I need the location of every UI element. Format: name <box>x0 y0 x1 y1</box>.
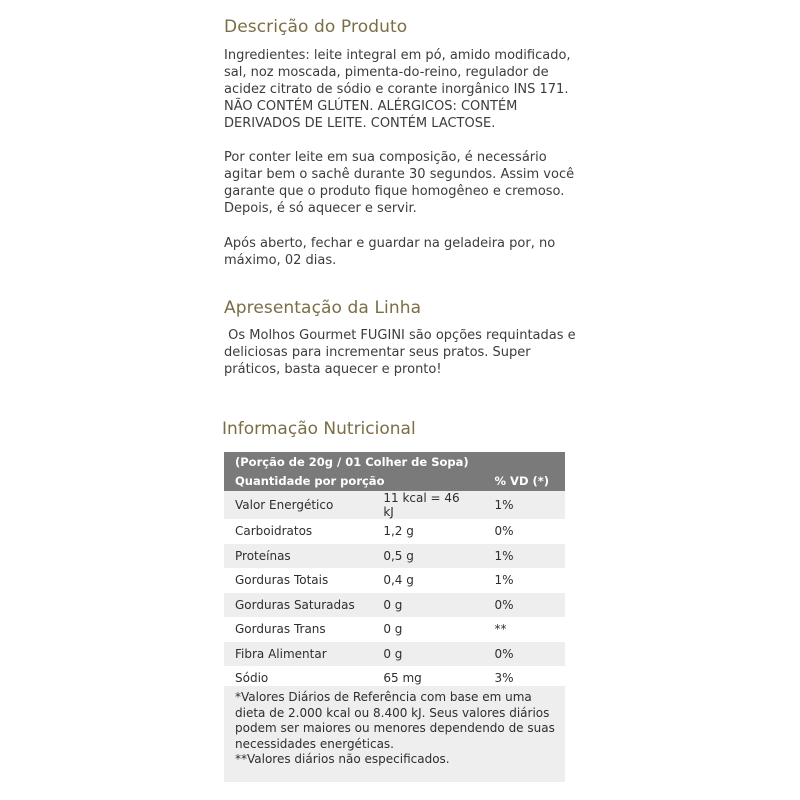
nutrient-amount: 11 kcal = 46 kJ <box>383 491 460 519</box>
nutrient-amount: 0 g <box>383 622 403 637</box>
nutrient-name: Gorduras Trans <box>235 622 326 637</box>
storage-text: Após aberto, fechar e guardar na geladeira por, no máximo, 02 dias. <box>224 236 556 268</box>
table-row <box>224 491 565 519</box>
instructions-text: Por conter leite em sua composição, é necessário agitar bem o sachê durante 30 segundos. Assim você garante que o produto fique homogêneo e cremoso. Depois, é só aquecer e servir. <box>224 150 575 216</box>
nutrient-name: Gorduras Saturadas <box>235 597 355 612</box>
nutrient-vd: 1% <box>494 573 514 588</box>
footnote-unspecified: **Valores diários não especificados. <box>235 752 450 766</box>
nutrient-amount: 1,2 g <box>383 524 414 539</box>
nutrient-vd: 0% <box>494 524 514 539</box>
table-row <box>224 642 565 667</box>
table-row <box>224 593 565 618</box>
nutrient-name: Proteínas <box>235 548 291 563</box>
nutrient-vd: 0% <box>494 597 514 612</box>
nutrition-table <box>224 452 565 691</box>
table-row <box>224 519 565 544</box>
line-text: Os Molhos Gourmet FUGINI são opções requintadas e deliciosas para incrementar seus pratos. Super práticos, basta aquecer e pronto! <box>224 328 580 377</box>
nutrient-name: Valor Energético <box>235 498 334 512</box>
nutrient-name: Gorduras Totais <box>235 573 329 588</box>
description-title: Descrição do Produto <box>224 17 408 37</box>
nutrition-title: Informação Nutricional <box>222 419 416 439</box>
footnote-reference: *Valores Diários de Referência com base em uma dieta de 2.000 kcal ou 8.400 kJ. Seus valores diários podem ser maiores ou menores dependendo de suas necessidades energéticas. <box>235 690 555 751</box>
nutrient-name: Carboidratos <box>235 524 313 539</box>
table-row <box>224 568 565 593</box>
nutrition-table-header <box>224 452 565 491</box>
nutrient-vd: ** <box>494 622 507 637</box>
nutrient-name: Sódio <box>235 671 269 686</box>
line-title: Apresentação da Linha <box>224 298 422 318</box>
portion-label: (Porção de 20g / 01 Colher de Sopa) <box>235 455 469 469</box>
nutrient-amount: 0 g <box>383 646 403 661</box>
nutrition-footnote <box>224 686 565 782</box>
nutrient-name: Fibra Alimentar <box>235 646 327 661</box>
nutrient-amount: 65 mg <box>383 671 422 686</box>
nutrient-amount: 0,4 g <box>383 573 414 588</box>
ingredients-text: Ingredientes: leite integral em pó, amido modificado, sal, noz moscada, pimenta-do-reino, regulador de acidez citrato de sódio e corante inorgânico INS 171. NÃO CONTÉM GLÚTEN. ALÉRGICOS: CONTÉM DERIVADOS DE LEITE. CONTÉM LACTOSE. <box>224 48 571 131</box>
table-row <box>224 617 565 642</box>
nutrient-amount: 0,5 g <box>383 548 414 563</box>
nutrient-vd: 0% <box>494 646 514 661</box>
nutrient-vd: 1% <box>494 498 514 512</box>
nutrition-table-body <box>224 491 565 691</box>
table-row <box>224 544 565 569</box>
nutrient-vd: 3% <box>494 671 514 686</box>
nutrient-vd: 1% <box>494 548 514 563</box>
nutrient-amount: 0 g <box>383 597 403 612</box>
quantity-header: Quantidade por porção <box>235 474 385 488</box>
vd-header: % VD (*) <box>494 474 550 488</box>
